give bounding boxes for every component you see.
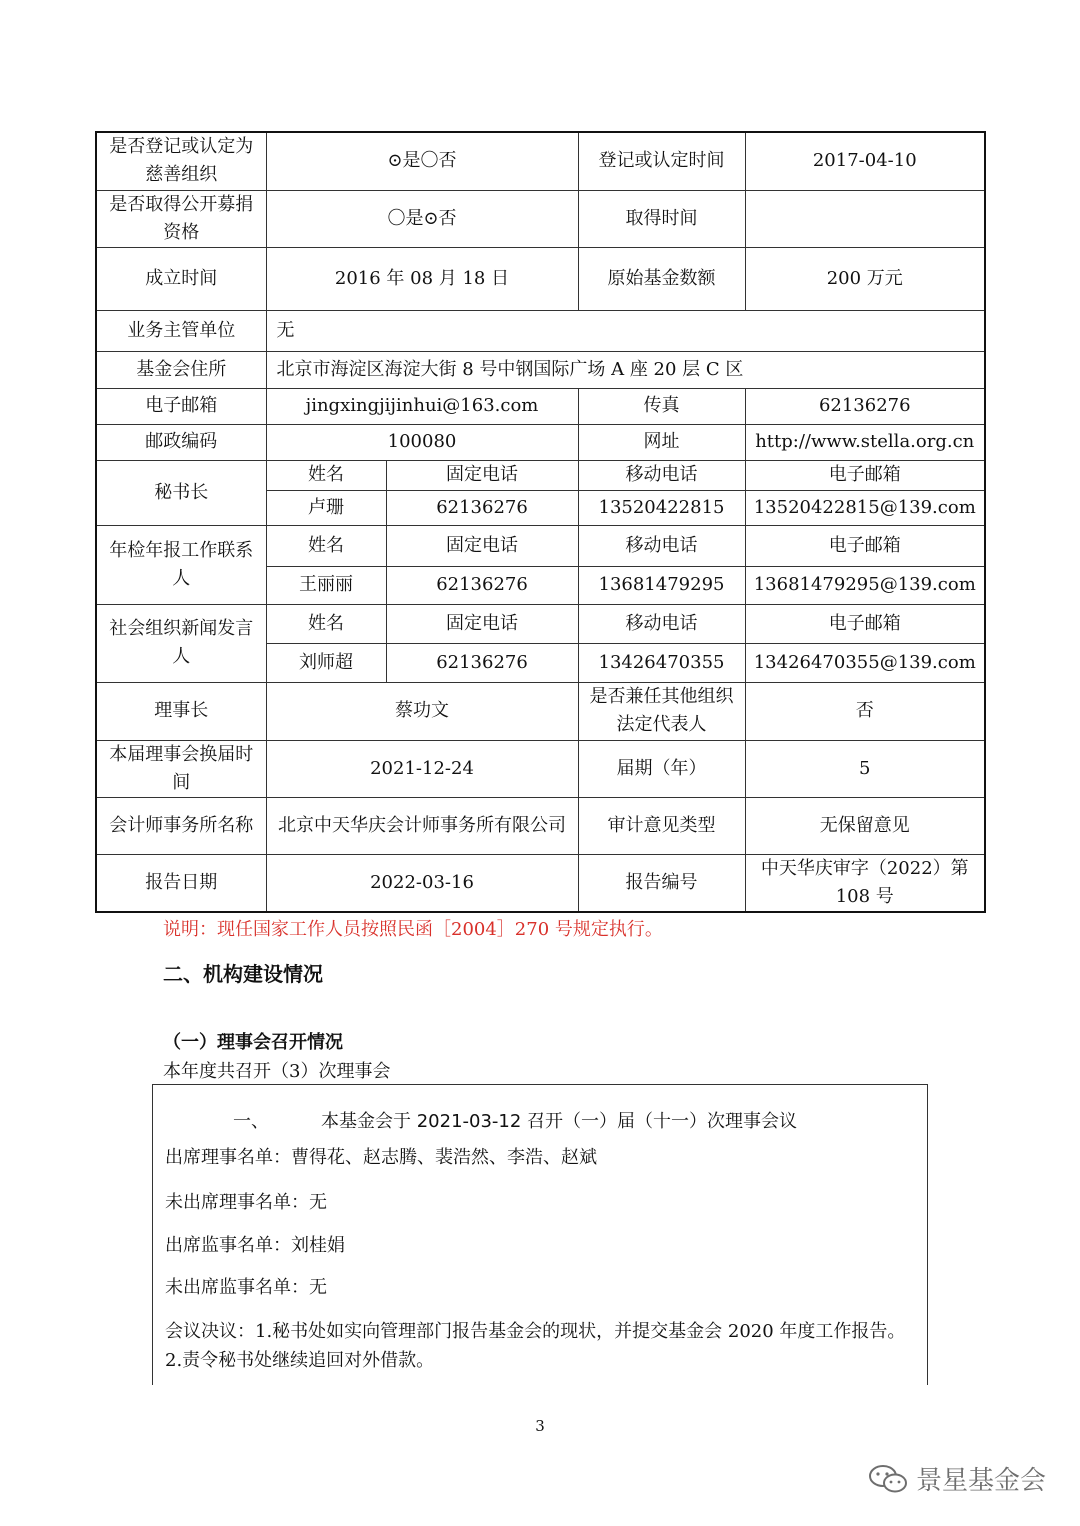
table-row <box>96 604 985 643</box>
contact-role: 年检年报工作联系人 <box>96 525 266 604</box>
header-phone: 固定电话 <box>386 604 578 643</box>
watermark <box>868 1460 1046 1497</box>
fundraise-time-value <box>745 190 985 247</box>
postcode-label: 邮政编码 <box>96 424 266 460</box>
contact-phone: 62136276 <box>386 643 578 682</box>
contact-mobile: 13520422815 <box>578 490 745 525</box>
postcode-value: 100080 <box>266 424 578 460</box>
wechat-icon <box>868 1463 908 1495</box>
term-label: 届期（年） <box>578 740 745 797</box>
table-row <box>96 388 985 424</box>
report-date-value: 2022-03-16 <box>266 854 578 912</box>
contact-email: 13681479295@139.com <box>745 566 985 604</box>
contact-mobile: 13426470355 <box>578 643 745 682</box>
absent-supervisors: 未出席监事名单：无 <box>165 1277 327 1298</box>
table-row <box>96 424 985 460</box>
table-row <box>96 740 985 797</box>
fundraise-time-label: 取得时间 <box>578 190 745 247</box>
meeting-title-text: 本基金会于 2021-03-12 召开（一）届（十一）次理事会议 <box>321 1111 798 1132</box>
table-row <box>96 797 985 854</box>
meeting-resolution: 会议决议：1.秘书处如实向管理部门报告基金会的现状，并提交基金会 2020 年度工作报告。 2.责令秘书处继续追回对外借款。 <box>165 1321 906 1371</box>
fundraise-label: 是否取得公开募捐资格 <box>96 190 266 247</box>
header-mobile: 移动电话 <box>578 525 745 566</box>
header-email: 电子邮箱 <box>745 460 985 490</box>
header-name: 姓名 <box>266 460 386 490</box>
charity-time-value: 2017-04-10 <box>745 132 985 190</box>
fundraise-value: 〇是⊙否 <box>266 190 578 247</box>
header-phone: 固定电话 <box>386 525 578 566</box>
table-row <box>96 854 985 912</box>
section-title: 二、机构建设情况 <box>163 962 323 986</box>
audit-label: 审计意见类型 <box>578 797 745 854</box>
charity-value: ⊙是〇否 <box>266 132 578 190</box>
contact-role: 秘书长 <box>96 460 266 525</box>
audit-value: 无保留意见 <box>745 797 985 854</box>
charity-label: 是否登记或认定为慈善组织 <box>96 132 266 190</box>
basic-info-table <box>95 131 986 913</box>
address-label: 基金会住所 <box>96 351 266 388</box>
charity-time-label: 登记或认定时间 <box>578 132 745 190</box>
report-date-label: 报告日期 <box>96 854 266 912</box>
website-label: 网址 <box>578 424 745 460</box>
attended-supervisors: 出席监事名单：刘桂娟 <box>165 1235 345 1256</box>
note-text: 说明：现任国家工作人员按照民函［2004］270 号规定执行。 <box>163 919 663 940</box>
contact-name: 卢珊 <box>266 490 386 525</box>
contact-phone: 62136276 <box>386 566 578 604</box>
supervisor-value: 无 <box>266 310 985 351</box>
chairman-label: 理事长 <box>96 682 266 740</box>
subsection-title: （一）理事会召开情况 <box>163 1032 343 1053</box>
accountant-value: 北京中天华庆会计师事务所有限公司 <box>266 797 578 854</box>
fund-value: 200 万元 <box>745 247 985 310</box>
board-value: 2021-12-24 <box>266 740 578 797</box>
watermark-text: 景星基金会 <box>915 1466 1046 1496</box>
table-row <box>96 132 985 190</box>
term-value: 5 <box>745 740 985 797</box>
contact-name: 刘师超 <box>266 643 386 682</box>
concurrent-value: 否 <box>745 682 985 740</box>
report-no-label: 报告编号 <box>578 854 745 912</box>
table-row <box>96 351 985 388</box>
attended-directors: 出席理事名单：曹得花、赵志腾、裴浩然、李浩、赵斌 <box>165 1147 597 1168</box>
contact-role: 社会组织新闻发言人 <box>96 604 266 682</box>
header-name: 姓名 <box>266 525 386 566</box>
contact-mobile: 13681479295 <box>578 566 745 604</box>
email-value: jingxingjijinhui@163.com <box>266 388 578 424</box>
header-email: 电子邮箱 <box>745 525 985 566</box>
header-email: 电子邮箱 <box>745 604 985 643</box>
meeting-title <box>233 1107 923 1133</box>
table-row <box>96 682 985 740</box>
meeting-box <box>152 1084 928 1385</box>
table-row <box>96 460 985 490</box>
fund-label: 原始基金数额 <box>578 247 745 310</box>
concurrent-label: 是否兼任其他组织法定代表人 <box>578 682 745 740</box>
table-row <box>96 190 985 247</box>
established-label: 成立时间 <box>96 247 266 310</box>
table-row <box>96 310 985 351</box>
email-label: 电子邮箱 <box>96 388 266 424</box>
supervisor-label: 业务主管单位 <box>96 310 266 351</box>
contact-email: 13426470355@139.com <box>745 643 985 682</box>
header-name: 姓名 <box>266 604 386 643</box>
header-phone: 固定电话 <box>386 460 578 490</box>
page-number: 3 <box>535 1417 545 1435</box>
fax-value: 62136276 <box>745 388 985 424</box>
board-label: 本届理事会换届时间 <box>96 740 266 797</box>
absent-directors: 未出席理事名单：无 <box>165 1192 327 1213</box>
chairman-value: 蔡功文 <box>266 682 578 740</box>
address-value: 北京市海淀区海淀大街 8 号中钢国际广场 A 座 20 层 C 区 <box>266 351 985 388</box>
website-value: http://www.stella.org.cn <box>745 424 985 460</box>
contact-name: 王丽丽 <box>266 566 386 604</box>
table-row <box>96 247 985 310</box>
header-mobile: 移动电话 <box>578 460 745 490</box>
meeting-number: 一、 <box>233 1111 269 1132</box>
meetings-count: 本年度共召开（3）次理事会 <box>163 1061 391 1082</box>
contact-email: 13520422815@139.com <box>745 490 985 525</box>
fax-label: 传真 <box>578 388 745 424</box>
table-row <box>96 525 985 566</box>
established-value: 2016 年 08 月 18 日 <box>266 247 578 310</box>
header-mobile: 移动电话 <box>578 604 745 643</box>
report-no-value: 中天华庆审字（2022）第 108 号 <box>745 854 985 912</box>
accountant-label: 会计师事务所名称 <box>96 797 266 854</box>
contact-phone: 62136276 <box>386 490 578 525</box>
